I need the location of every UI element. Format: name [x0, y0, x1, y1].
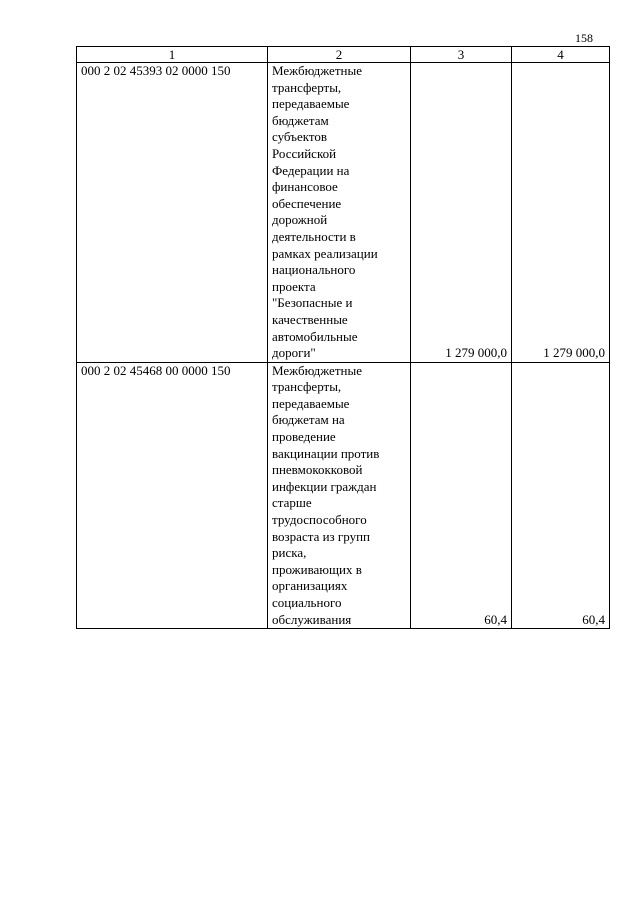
- revenue-name-line: деятельности в: [272, 228, 356, 244]
- page-number: 158: [575, 31, 593, 45]
- column-header-4: 4: [512, 47, 610, 63]
- revenue-name-line: бюджетам: [272, 112, 329, 128]
- revenue-name-line: трансферты,: [272, 379, 342, 395]
- revenue-name-line: дорожной: [272, 212, 328, 228]
- revenue-name-line: бюджетам на: [272, 412, 345, 428]
- revenue-name-line: Межбюджетные: [272, 63, 362, 78]
- revenue-name-line: Федерации на: [272, 162, 350, 178]
- revenue-name-line: передаваемые: [272, 96, 350, 112]
- revenue-name-line: рамках реализации: [272, 245, 378, 261]
- column-header-2: 2: [268, 47, 411, 63]
- revenue-name-line: проживающих в: [272, 561, 362, 577]
- table-row: [77, 63, 610, 363]
- revenue-name-line: пневмококковой: [272, 462, 363, 478]
- amount-column-4: 1 279 000,0: [512, 63, 610, 363]
- revenue-name-line: Межбюджетные: [272, 362, 362, 378]
- revenue-name-line: возраста из групп: [272, 528, 371, 544]
- revenue-name-line: субъектов: [272, 129, 328, 145]
- revenue-name-line: проведение: [272, 429, 336, 445]
- revenue-name-line: старше: [272, 495, 312, 511]
- revenue-name-line: качественные: [272, 311, 348, 327]
- revenue-name-line: финансовое: [272, 179, 338, 195]
- revenue-name-line: передаваемые: [272, 395, 350, 411]
- revenue-name-line: Российской: [272, 145, 337, 161]
- amount-column-3: 1 279 000,0: [411, 63, 512, 363]
- revenue-name-line: "Безопасные и: [272, 295, 353, 311]
- revenue-name-line: трансферты,: [272, 79, 342, 95]
- table-row: [77, 362, 610, 629]
- revenue-name-line: обслуживания: [272, 611, 352, 627]
- amount-column-4: 60,4: [512, 362, 610, 629]
- budget-table: [76, 46, 610, 629]
- revenue-name-line: вакцинации против: [272, 445, 380, 461]
- budget-classification-code: 000 2 02 45468 00 0000 150: [77, 362, 268, 629]
- revenue-name-line: обеспечение: [272, 195, 342, 211]
- amount-column-3: 60,4: [411, 362, 512, 629]
- column-header-3: 3: [411, 47, 512, 63]
- revenue-name-line: национального: [272, 262, 356, 278]
- revenue-name-line: инфекции граждан: [272, 478, 377, 494]
- budget-classification-code: 000 2 02 45393 02 0000 150: [77, 63, 268, 363]
- column-header-1: 1: [77, 47, 268, 63]
- revenue-name-line: проекта: [272, 278, 316, 294]
- revenue-name-line: организациях: [272, 578, 348, 594]
- revenue-name: [268, 362, 411, 629]
- revenue-name-line: автомобильные: [272, 328, 358, 344]
- revenue-name-line: трудоспособного: [272, 512, 367, 528]
- table-header-row: [77, 47, 610, 63]
- revenue-name-line: социального: [272, 595, 342, 610]
- revenue-name-line: риска,: [272, 545, 307, 561]
- table-body: [77, 63, 610, 629]
- revenue-name: [268, 63, 411, 363]
- revenue-name-line: дороги": [272, 345, 316, 361]
